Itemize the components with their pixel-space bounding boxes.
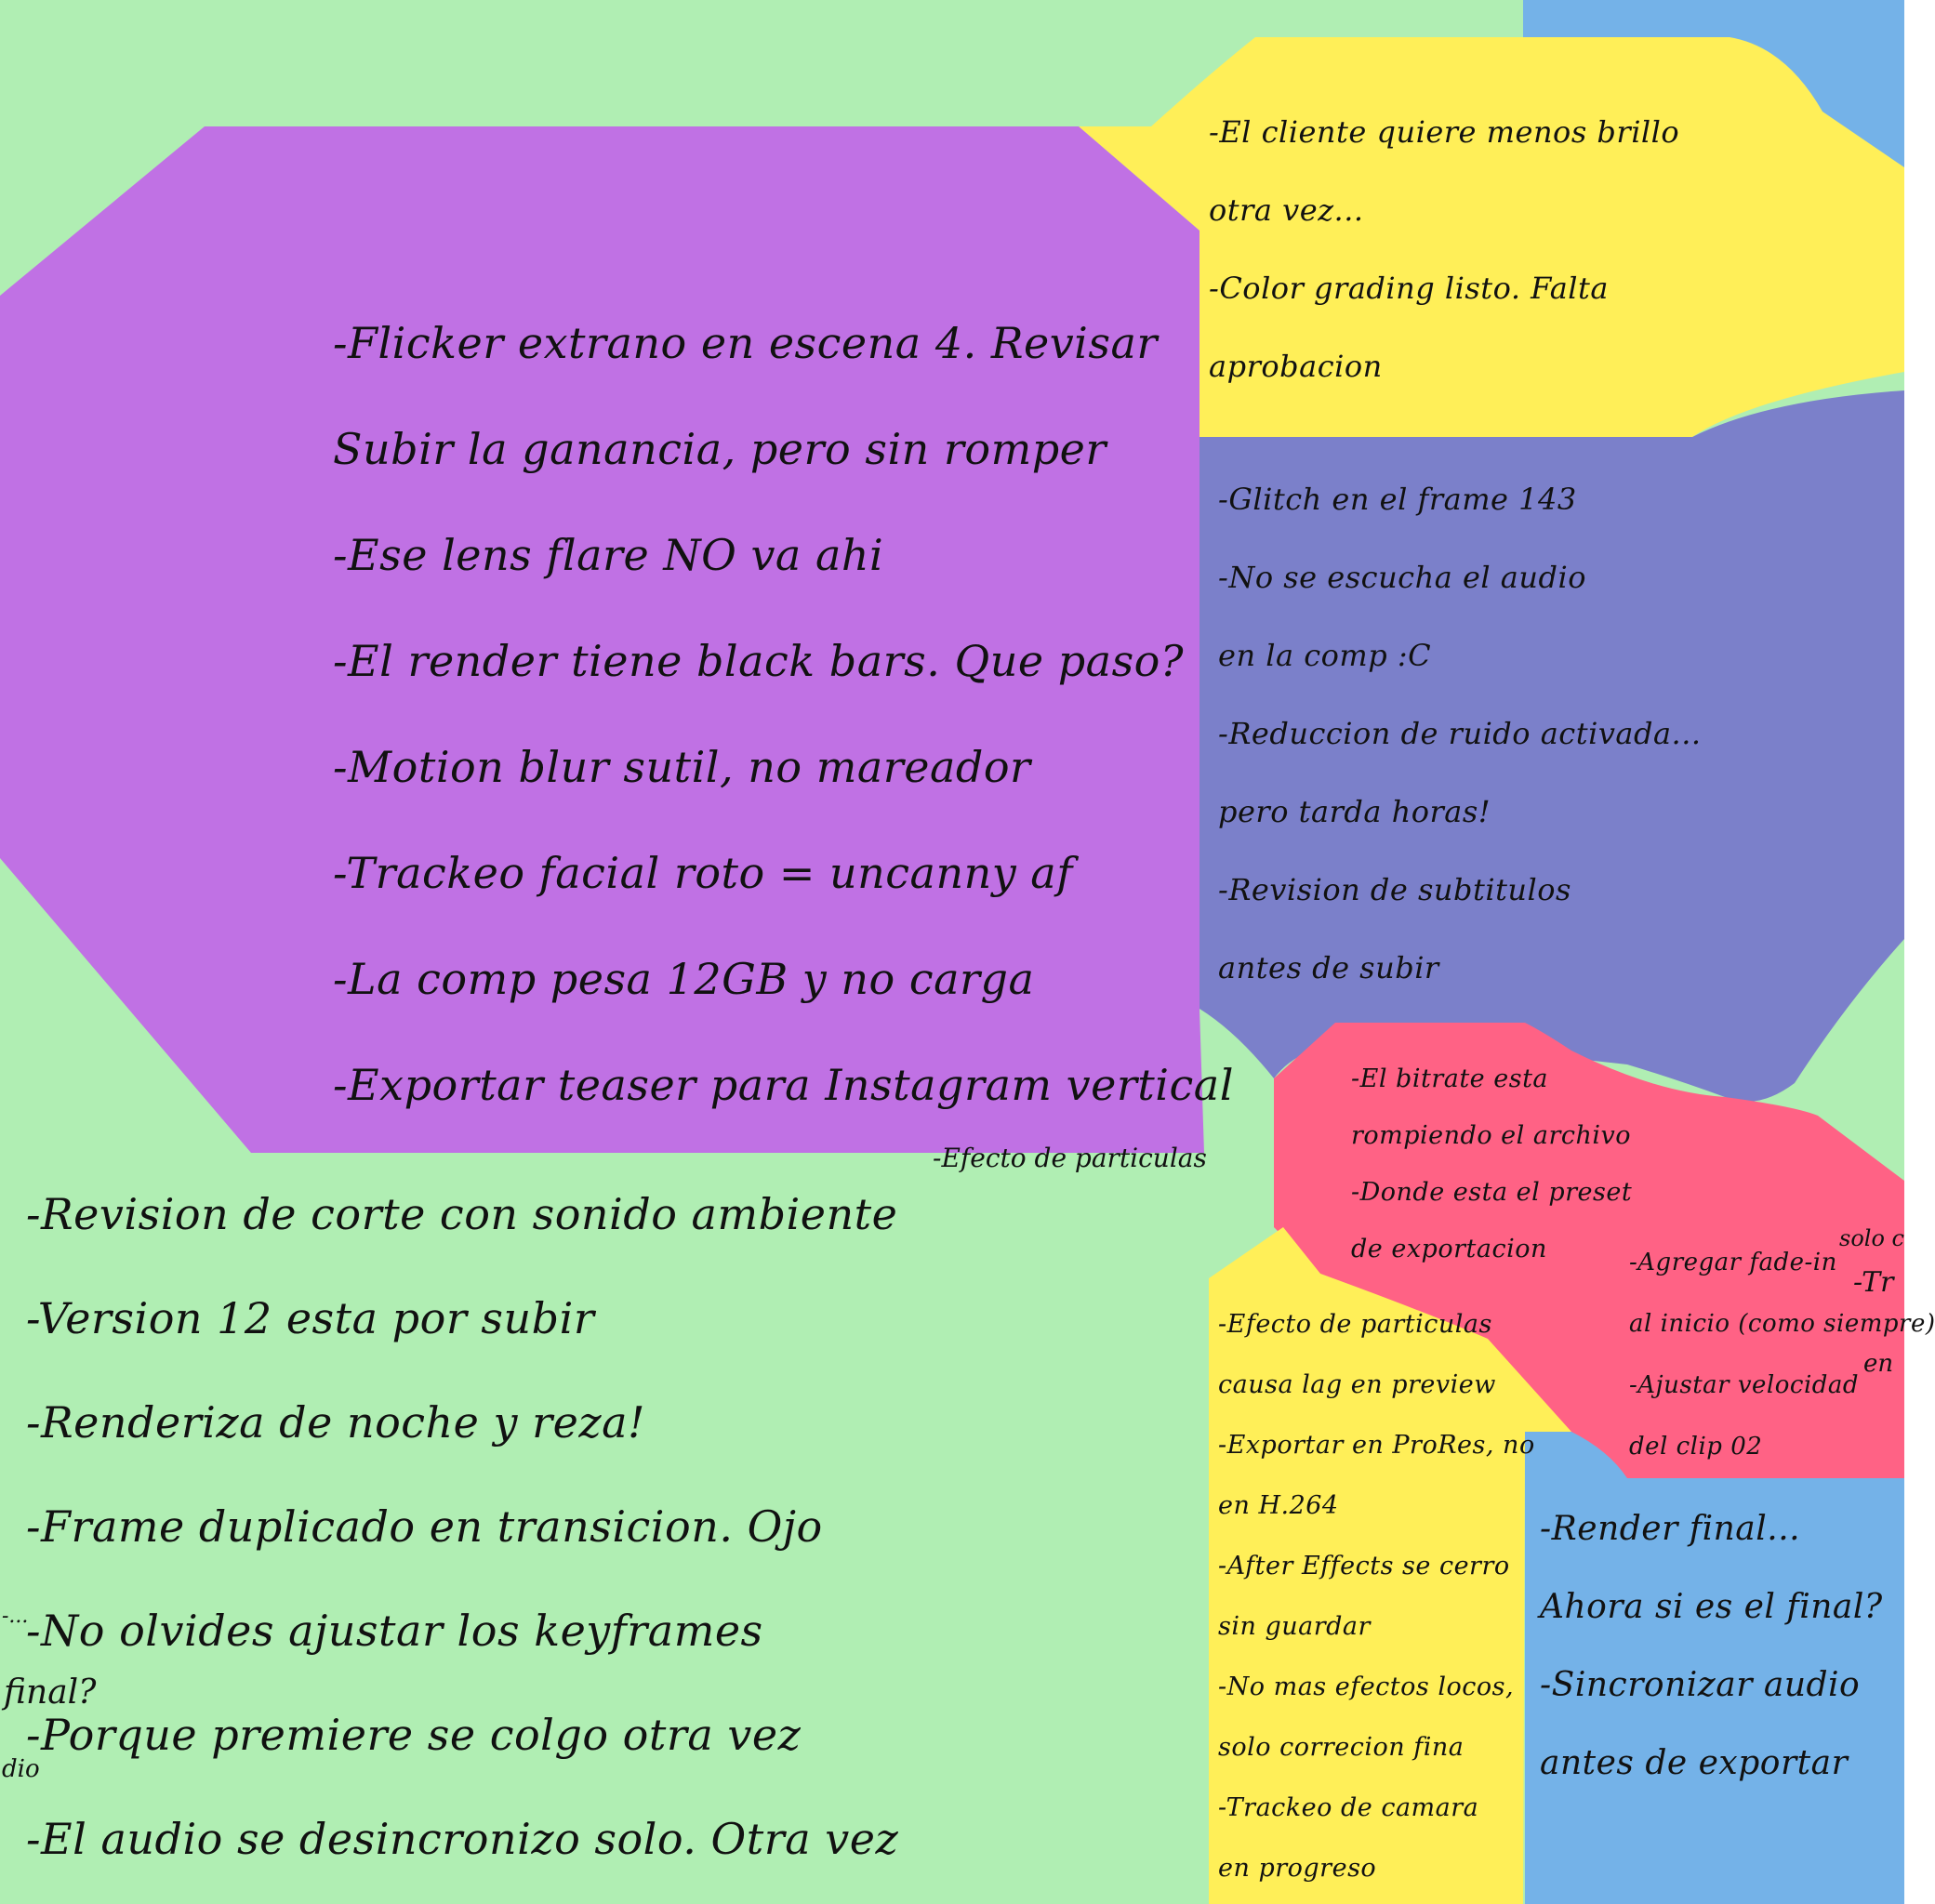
note-line: -No se escucha el audio xyxy=(1218,560,1586,595)
note-line: -Color grading listo. Falta xyxy=(1209,271,1609,306)
note-line: pero tarda horas! xyxy=(1218,794,1491,829)
note-line: -Flicker extrano en escena 4. Revisar xyxy=(333,318,1158,368)
sticky-note-yellow-top-text xyxy=(1209,93,1679,405)
note-line: en la comp :C xyxy=(1218,638,1432,673)
note-line: -Glitch en el frame 143 xyxy=(1218,482,1577,517)
note-line: -Exportar teaser para Instagram vertical xyxy=(333,1060,1234,1110)
note-line: -Reduccion de ruido activada... xyxy=(1218,716,1702,751)
note-line: Ahora si es el final? xyxy=(1540,1588,1883,1626)
note-line: en H.264 xyxy=(1218,1491,1339,1520)
note-line: antes de exportar xyxy=(1540,1744,1849,1782)
note-line: aprobacion xyxy=(1209,349,1383,384)
sticky-note-pink-text xyxy=(1351,1051,1632,1277)
note-line: -El render tiene black bars. Que paso? xyxy=(333,636,1185,686)
fragment-final: final? xyxy=(4,1673,97,1712)
note-line: -Revision de corte con sonido ambiente xyxy=(26,1189,898,1239)
sticky-note-indigo-text xyxy=(1218,460,1702,1007)
note-line: -After Effects se cerro xyxy=(1218,1552,1510,1580)
note-line: -Motion blur sutil, no mareador xyxy=(333,742,1031,792)
note-line: -Version 12 esta por subir xyxy=(26,1293,595,1343)
note-line: de exportacion xyxy=(1351,1235,1547,1263)
fragment-efecto: -Efecto de particulas xyxy=(933,1143,1207,1173)
note-line: -Agregar fade-in xyxy=(1629,1249,1837,1276)
note-line: -No mas efectos locos, xyxy=(1218,1673,1515,1701)
note-line: -Trackeo de camara xyxy=(1218,1793,1479,1822)
note-line: -El bitrate esta xyxy=(1351,1064,1549,1093)
note-line: del clip 02 xyxy=(1629,1433,1763,1461)
note-line: -Donde esta el preset xyxy=(1351,1178,1633,1207)
fragment-tr: -Tr xyxy=(1853,1266,1894,1299)
note-line: -Porque premiere se colgo otra vez xyxy=(26,1710,802,1760)
note-line: rompiendo el archivo xyxy=(1351,1121,1632,1150)
note-line: -Frame duplicado en transicion. Ojo xyxy=(26,1501,823,1552)
note-line: -Ese lens flare NO va ahi xyxy=(333,530,884,580)
note-line: en progreso xyxy=(1218,1854,1377,1883)
note-line: sin guardar xyxy=(1218,1612,1371,1641)
note-line: antes de subir xyxy=(1218,950,1439,985)
note-line: -Trackeo facial roto = uncanny af xyxy=(333,848,1073,898)
fragment-en: en xyxy=(1863,1350,1894,1378)
note-line: -Sincronizar audio xyxy=(1540,1666,1861,1704)
sticky-note-purple-text xyxy=(333,290,1234,1138)
note-line: al inicio (como siempre) xyxy=(1629,1310,1935,1338)
note-line: causa lag en preview xyxy=(1218,1370,1496,1399)
note-line: -Revision de subtitulos xyxy=(1218,872,1571,907)
note-line: -No olvides ajustar los keyframes xyxy=(26,1606,763,1656)
note-line: -El audio se desincronizo solo. Otra vez xyxy=(26,1814,899,1864)
sticky-note-blue-text xyxy=(1540,1490,1883,1803)
note-line: otra vez... xyxy=(1209,192,1364,228)
note-line: -La comp pesa 12GB y no carga xyxy=(333,954,1035,1004)
note-line: -Ajustar velocidad xyxy=(1629,1371,1860,1399)
note-line: -Efecto de particulas xyxy=(1218,1310,1492,1339)
fragment-ellipsis: -... xyxy=(2,1605,29,1628)
note-line: solo correcion fina xyxy=(1218,1733,1465,1762)
note-line: -Render final... xyxy=(1540,1510,1801,1548)
fragment-dio: dio xyxy=(2,1755,40,1783)
note-line: Subir la ganancia, pero sin romper xyxy=(333,424,1107,474)
note-line: -Renderiza de noche y reza! xyxy=(26,1397,645,1448)
note-line: -El cliente quiere menos brillo xyxy=(1209,114,1680,150)
sticky-note-yellow-bottom-text xyxy=(1218,1294,1535,1898)
fragment-solo: solo c xyxy=(1839,1225,1904,1251)
note-line: -Exportar en ProRes, no xyxy=(1218,1431,1535,1460)
sticky-note-green-text xyxy=(26,1162,898,1891)
